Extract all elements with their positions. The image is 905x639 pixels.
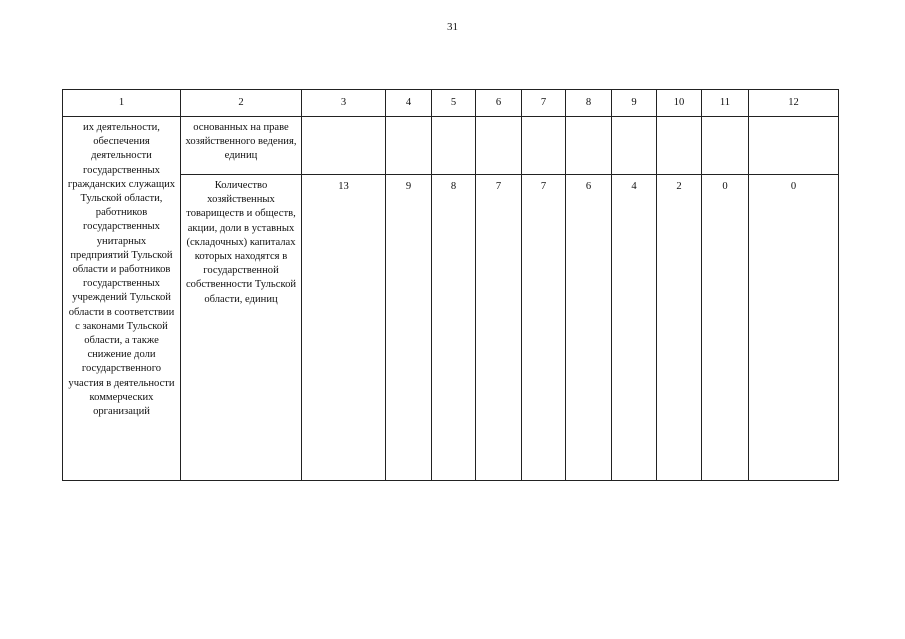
value-cell <box>386 117 432 175</box>
value-cell <box>302 117 386 175</box>
value-cell <box>749 117 839 175</box>
value-cell: 2 <box>657 175 702 481</box>
header-cell: 6 <box>476 90 522 117</box>
header-cell: 2 <box>181 90 302 117</box>
page-number: 31 <box>447 21 458 33</box>
value-cell: 9 <box>386 175 432 481</box>
indicator-name-cell: основанных на праве хозяйственного ведения, единиц <box>181 117 302 175</box>
indicator-table <box>62 89 839 481</box>
task-description-cell: их деятельности, обеспечения деятельности государственных гражданских служащих Тульской области, работников государственных унитарных предприятий Тульской области и работников государственных учреждений Тульской области в соответствии с законами Тульской области, а также снижение доли государственного участия в деятельности коммерческих организаций <box>63 117 181 481</box>
header-cell: 4 <box>386 90 432 117</box>
value-cell: 6 <box>566 175 612 481</box>
header-cell: 7 <box>522 90 566 117</box>
value-cell: 0 <box>702 175 749 481</box>
value-cell: 7 <box>522 175 566 481</box>
value-cell <box>432 117 476 175</box>
value-cell <box>612 117 657 175</box>
value-cell <box>566 117 612 175</box>
value-cell: 7 <box>476 175 522 481</box>
value-cell: 8 <box>432 175 476 481</box>
header-cell: 1 <box>63 90 181 117</box>
header-cell: 9 <box>612 90 657 117</box>
table-header-row <box>63 90 839 117</box>
header-cell: 10 <box>657 90 702 117</box>
value-cell <box>657 117 702 175</box>
indicator-name-cell: Количество хозяйственных товариществ и обществ, акции, доли в уставных (складочных) капиталах которых находятся в государственной собственности Тульской области, единиц <box>181 175 302 481</box>
header-cell: 11 <box>702 90 749 117</box>
table-row <box>63 117 839 175</box>
value-cell: 4 <box>612 175 657 481</box>
value-cell: 13 <box>302 175 386 481</box>
value-cell: 0 <box>749 175 839 481</box>
header-cell: 5 <box>432 90 476 117</box>
value-cell <box>522 117 566 175</box>
header-cell: 12 <box>749 90 839 117</box>
header-cell: 8 <box>566 90 612 117</box>
header-cell: 3 <box>302 90 386 117</box>
value-cell <box>702 117 749 175</box>
value-cell <box>476 117 522 175</box>
